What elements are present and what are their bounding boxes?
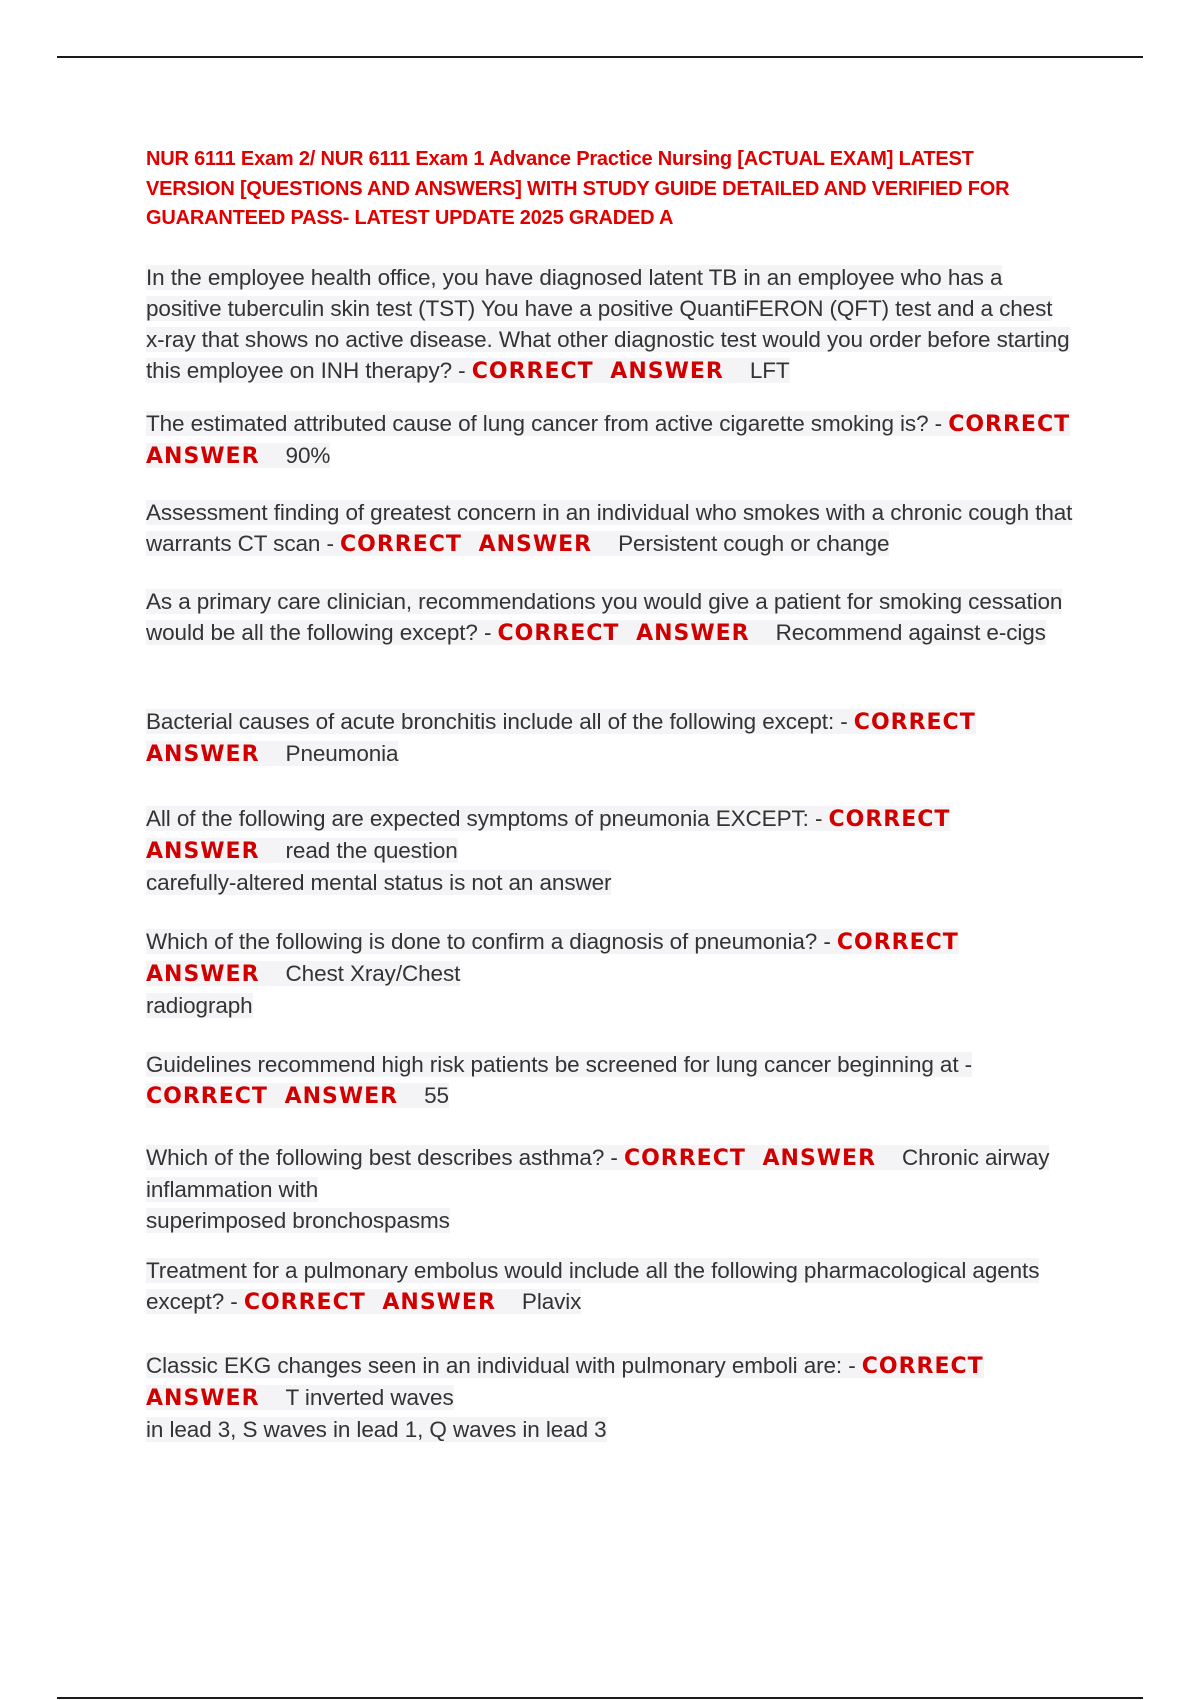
qa-item [146, 586, 1076, 649]
correct-answer-label: CORRECT ANSWER [146, 412, 1071, 469]
correct-answer-label: CORRECT ANSWER [623, 1146, 877, 1171]
question-text: Treatment for a pulmonary embolus would include all the following pharmacological agents except? - [146, 1258, 1040, 1314]
qa-item [146, 1255, 1076, 1318]
correct-answer-label: CORRECT ANSWER [146, 930, 959, 987]
qa-item [146, 706, 1076, 770]
answer-continuation: carefully-altered mental status is not an answer [146, 870, 612, 895]
question-text: Classic EKG changes seen in an individual with pulmonary emboli are: - [146, 1353, 856, 1378]
answer-text: Plavix [521, 1289, 582, 1314]
question-text: Guidelines recommend high risk patients be screened for lung cancer beginning at - [146, 1052, 973, 1077]
answer-continuation: superimposed bronchospasms [146, 1208, 450, 1233]
correct-answer-label: CORRECT ANSWER [146, 807, 951, 864]
answer-text: Persistent cough or change [618, 531, 890, 556]
correct-answer-label: CORRECT ANSWER [146, 1084, 399, 1109]
correct-answer-label: CORRECT ANSWER [146, 710, 976, 767]
answer-text: Chronic airway inflammation with [146, 1145, 1050, 1202]
correct-answer-label: CORRECT ANSWER [471, 359, 724, 384]
correct-answer-label: CORRECT ANSWER [146, 1354, 984, 1411]
correct-answer-label: CORRECT ANSWER [243, 1290, 496, 1315]
qa-item [146, 1049, 1076, 1112]
bottom-rule [57, 1697, 1143, 1699]
qa-item [146, 1142, 1076, 1236]
answer-text: Chest Xray/Chest [285, 961, 461, 986]
question-text: In the employee health office, you have diagnosed latent TB in an employee who has a positive tuberculin skin test (TST) You have a positive QuantiFERON (QFT) test and a chest x-ray that shows no active disease. What other diagnostic test would you order before starting this employee on INH therapy? - [146, 265, 1070, 383]
qa-item [146, 1350, 1076, 1445]
question-text: All of the following are expected symptoms of pneumonia EXCEPT: - [146, 806, 823, 831]
correct-answer-label: CORRECT ANSWER [340, 532, 593, 557]
question-text: The estimated attributed cause of lung cancer from active cigarette smoking is? - [146, 411, 943, 436]
question-text: Which of the following best describes asthma? - [146, 1145, 618, 1170]
question-text: Bacterial causes of acute bronchitis include all of the following except: - [146, 709, 848, 734]
qa-item [146, 926, 1076, 1021]
answer-text: LFT [749, 358, 790, 383]
qa-item [146, 803, 1076, 898]
answer-text: Recommend against e-cigs [775, 620, 1046, 645]
question-text: Assessment finding of greatest concern in an individual who smokes with a chronic cough that warrants CT scan - [146, 500, 1073, 556]
answer-text: T inverted waves [285, 1385, 454, 1410]
answer-text: 90% [285, 443, 331, 468]
answer-continuation: radiograph [146, 993, 253, 1018]
question-text: As a primary care clinician, recommendations you would give a patient for smoking cessation would be all the following except? - [146, 589, 1063, 645]
document-title: NUR 6111 Exam 2/ NUR 6111 Exam 1 Advance Practice Nursing [ACTUAL EXAM] LATEST VERSION [QUESTIONS AND ANSWERS] WITH STUDY GUIDE DETAILED AND VERIFIED FOR GUARANTEED PASS- LATEST UPDATE 2025 GRADED A [146, 148, 1010, 229]
qa-item [146, 408, 1076, 472]
correct-answer-label: CORRECT ANSWER [497, 621, 750, 646]
answer-text: 55 [424, 1083, 449, 1108]
qa-item [146, 497, 1076, 560]
answer-continuation: in lead 3, S waves in lead 1, Q waves in lead 3 [146, 1417, 607, 1442]
answer-text: Pneumonia [285, 741, 399, 766]
question-text: Which of the following is done to confirm a diagnosis of pneumonia? - [146, 929, 831, 954]
top-rule [57, 56, 1143, 58]
answer-text: read the question [285, 838, 458, 863]
qa-item [146, 262, 1076, 387]
